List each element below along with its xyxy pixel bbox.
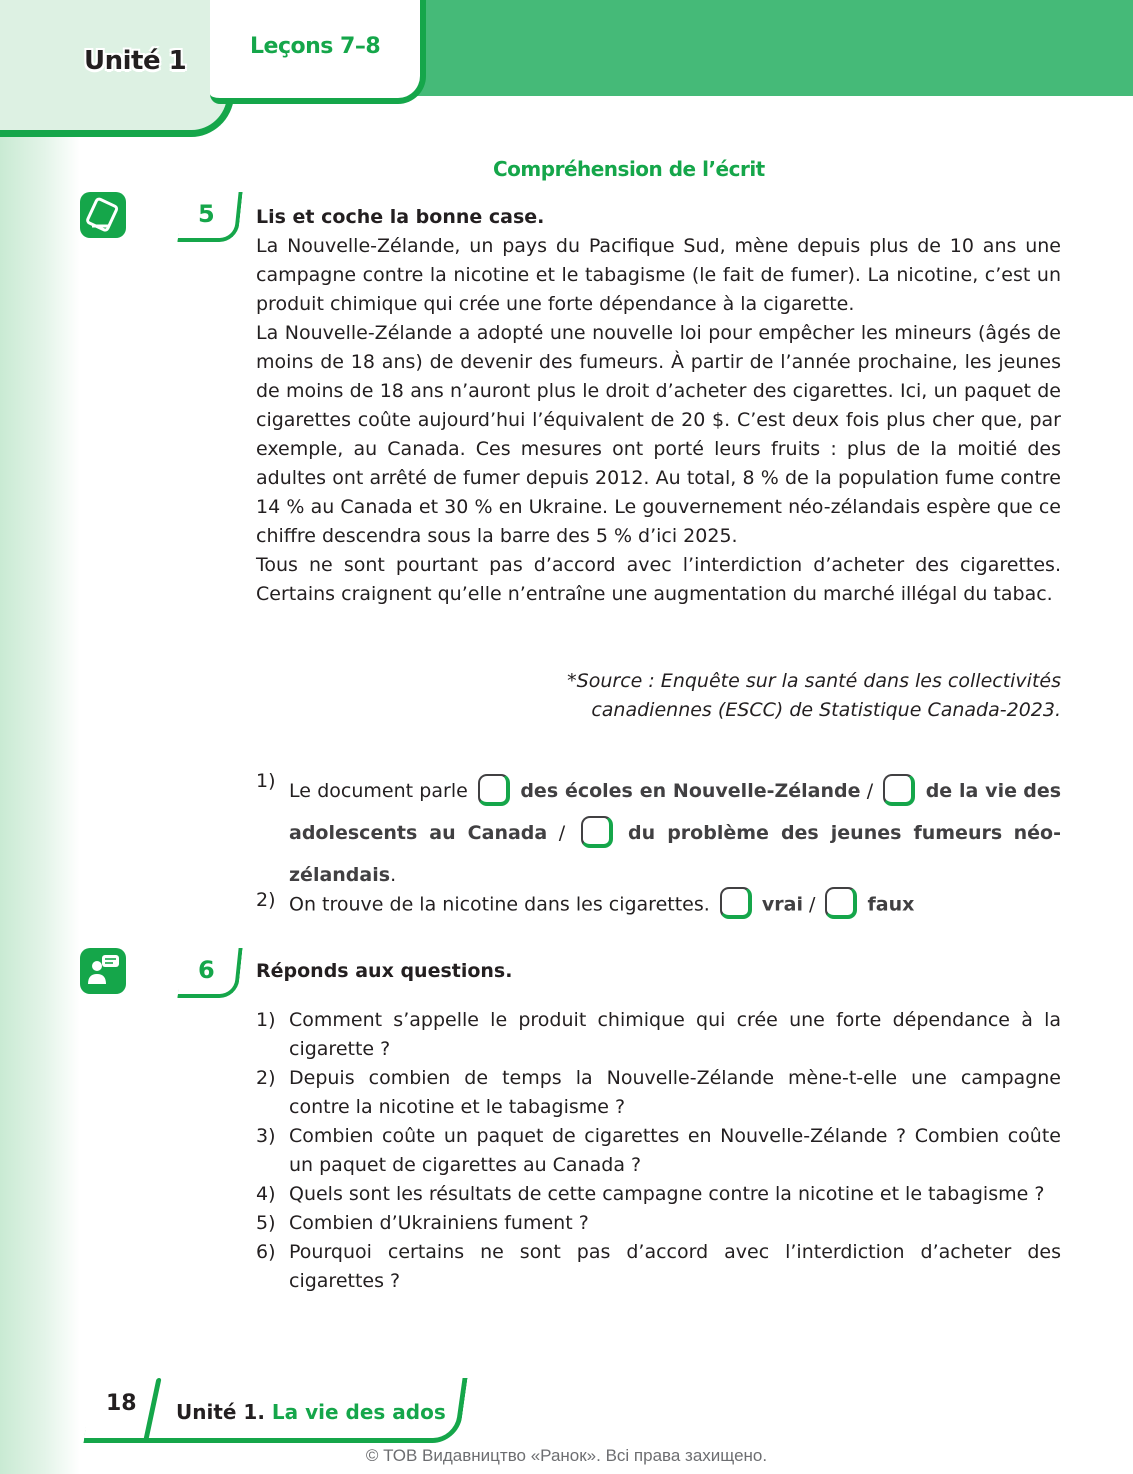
separator: / [866,780,874,802]
exercise-6-number: 6 [198,956,215,984]
list-item: 1) Comment s’appelle le produit chimique qui crée une forte dépendance à la cigarette ? [256,1009,1061,1060]
footer-unit-title [176,1400,446,1424]
option-2-label-a: de la vie [925,780,1017,802]
list-item: 3) Combien coûte un paquet de cigarettes en Nouvelle-Zélande ? Combien coûte un paquet de cigarettes au Canada ? [256,1125,1061,1176]
paragraph-1: La Nouvelle-Zélande, un pays du Pacifique Sud, mène depuis plus de 10 ans une campagne contre la nicotine et le tabagisme (le fait de fumer). La nicotine, c’est un produit chimique qui crée une forte dépendance à la cigarette. [256,235,1061,315]
lesson-badge: Leçons 7–8 [250,34,381,59]
checkbox-option-3[interactable] [581,816,613,848]
source-line-1: *Source : Enquête sur la santé dans les collectivités [567,670,1061,692]
speech-person-icon [80,948,126,994]
vrai-label: vrai [761,893,803,916]
list-item: 2) Depuis combien de temps la Nouvelle-Zélande mène-t-elle une campagne contre la nicotine et le tabagisme ? [256,1067,1061,1118]
checkbox-option-2[interactable] [883,774,915,806]
page-number: 18 [106,1391,137,1416]
separator: / [558,822,566,844]
unit-badge: Unité 1 [84,46,187,76]
exercise-5-text [256,203,1061,609]
question-5-1 [256,770,1062,886]
exercise-5-number: 5 [198,200,215,228]
side-gradient [0,0,80,1474]
checkbox-faux[interactable] [825,887,857,919]
question-number: 2) [256,889,276,911]
question-number: 1) [256,770,276,792]
list-item: 6) Pourquoi certains ne sont pas d’accord avec l’interdiction d’acheter des cigarettes ? [256,1241,1061,1292]
option-3-label-b: néo-zélandais [289,822,1061,886]
book-icon [80,192,126,238]
list-item: 4) Quels sont les résultats de cette campagne contre la nicotine et le tabagisme ? [256,1183,1045,1205]
faux-label: faux [867,893,915,916]
exercise-5-instruction: Lis et coche la bonne case. [256,206,545,228]
question-5-2 [256,889,1061,925]
paragraph-3: Tous ne sont pourtant pas d’accord avec l’interdiction d’acheter des cigarettes. Certains craignent qu’elle n’entraîne une augmentation du marché illégal du tabac. [256,554,1061,605]
question-end: . [390,864,397,886]
copyright: © ТОВ Видавництво «Ранок». Всі права захищено. [365,1446,768,1465]
option-2-label-b: des adolescents au Canada [289,780,1062,844]
exercise-6-instruction: Réponds aux questions. [256,960,513,982]
separator: / [809,893,816,916]
footer-unit-label: Unité 1. [176,1400,265,1424]
question-lead: Le document parle [289,780,468,802]
question-lead: On trouve de la nicotine dans les cigarettes. [289,893,710,916]
checkbox-vrai[interactable] [720,887,752,919]
footer-title: La vie des ados [271,1400,446,1424]
exercise-6-questions [256,1006,1061,1296]
list-item: 5) Combien d’Ukrainiens fument ? [256,1212,589,1234]
option-1-label: des écoles en Nouvelle-Zélande [520,780,861,802]
paragraph-2: La Nouvelle-Zélande a adopté une nouvelle loi pour empêcher les mineurs (âgés de moins de 18 ans) de devenir des fumeurs. À partir de l’année prochaine, les jeunes de moins de 18 ans n’auront plus le droit d’acheter des cigarettes. Ici, un paquet de cigarettes coûte aujourd’hui l’équivalent de 20 $. C’est deux fois plus cher que, par exemple, au Canada. Ces mesures ont porté leurs fruits : plus de la moitié des adultes ont arrêté de fumer depuis 2012. Au total, 8 % de la population fume contre 14 % au Canada et 30 % en Ukraine. Le gouvernement néo-zélandais espère que ce chiffre descendra sous la barre des 5 % d’ici 2025. [256,322,1061,547]
checkbox-option-1[interactable] [478,774,510,806]
option-3-label: du problème des jeunes fumeurs [628,822,1003,844]
source-line-2: canadiennes (ESCC) de Statistique Canada-2023. [591,699,1061,721]
section-title: Compréhension de l’écrit [493,157,765,181]
source-note [500,667,1061,725]
